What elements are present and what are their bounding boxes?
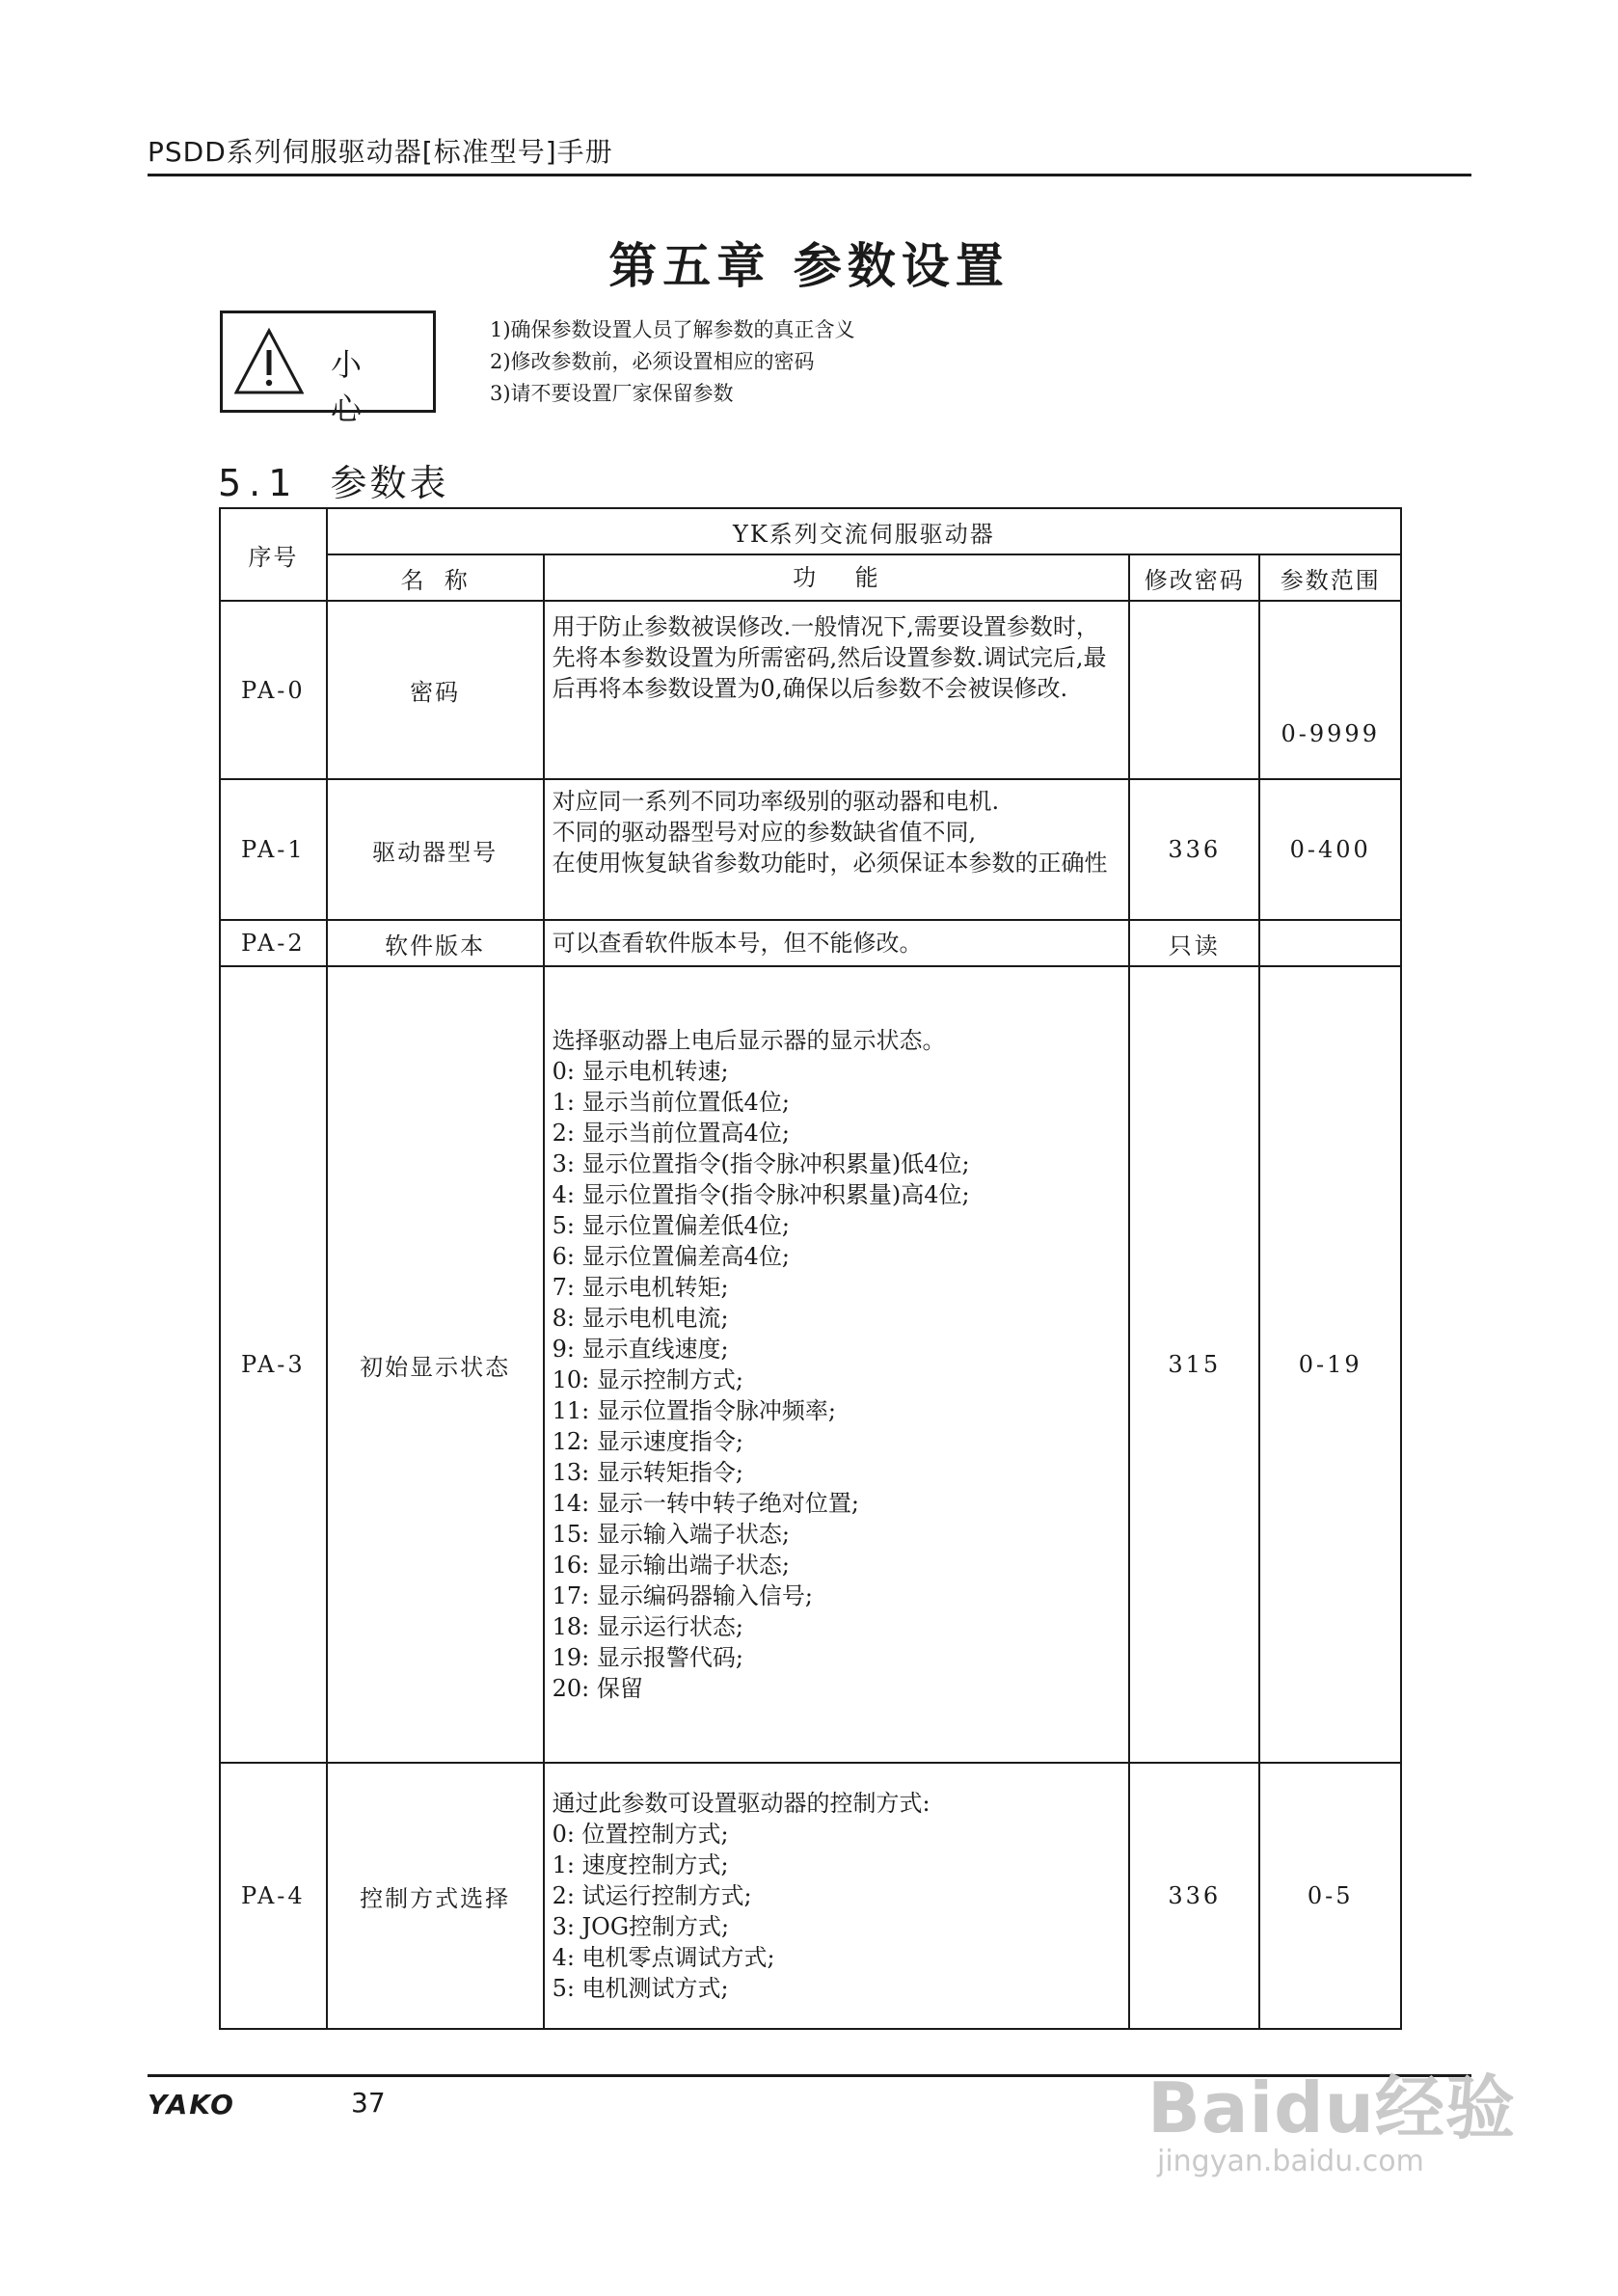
row-func: [544, 601, 1130, 779]
list-item: 13: 显示转矩指令;: [552, 1459, 743, 1486]
list-item: 0: 位置控制方式;: [552, 1821, 729, 1848]
list-item: 5: 显示位置偏差低4位;: [552, 1212, 790, 1239]
row-pwd: 336: [1129, 1763, 1259, 2029]
row-name: 初始显示状态: [327, 966, 544, 1763]
row-seq: PA-0: [220, 601, 327, 779]
row-seq: PA-1: [220, 779, 327, 920]
brand-logo: YAKO: [148, 2089, 235, 2120]
table-row: [220, 1763, 1401, 2029]
page-number: 37: [351, 2087, 386, 2119]
list-item: 2: 试运行控制方式;: [552, 1882, 752, 1909]
caution-notes: [490, 314, 855, 410]
list-item: 16: 显示输出端子状态;: [552, 1552, 790, 1579]
list-item: 20: 保留: [552, 1675, 643, 1702]
list-item: 12: 显示速度指令;: [552, 1428, 743, 1455]
watermark: [1147, 2052, 1516, 2178]
list-item: 1: 显示当前位置低4位;: [552, 1089, 790, 1116]
row-seq: PA-3: [220, 966, 327, 1763]
row-pwd: 336: [1129, 779, 1259, 920]
warning-triangle-icon: [234, 327, 304, 396]
row-pwd: 315: [1129, 966, 1259, 1763]
header-rule: [148, 174, 1471, 176]
list-item: 4: 显示位置指令(指令脉冲积累量)高4位;: [552, 1181, 970, 1208]
list-item: 17: 显示编码器输入信号;: [552, 1582, 813, 1609]
list-item: 8: 显示电机电流;: [552, 1305, 729, 1332]
section-label: 参数表: [330, 462, 449, 504]
control-mode-list: [553, 1788, 1121, 2004]
caution-note: 2)修改参数前，必须设置相应的密码: [490, 350, 815, 373]
list-item: 0: 显示电机转速;: [552, 1058, 729, 1085]
list-item: 6: 显示位置偏差高4位;: [552, 1243, 790, 1270]
section-title: [218, 453, 448, 506]
watermark-url: jingyan.baidu.com: [1157, 2145, 1424, 2178]
list-item: 通过此参数可设置驱动器的控制方式:: [552, 1790, 930, 1817]
list-item: 3: JOG控制方式;: [552, 1913, 730, 1940]
row-range: 0-19: [1259, 966, 1401, 1763]
row-name: 密码: [327, 601, 544, 779]
row-name: 软件版本: [327, 920, 544, 966]
parameter-table: [219, 507, 1402, 2030]
caution-label: 小 心: [331, 346, 376, 427]
table-row: [220, 920, 1401, 966]
list-item: 14: 显示一转中转子绝对位置;: [552, 1490, 859, 1517]
row-func-line: 不同的驱动器型号对应的参数缺省值不同,: [552, 819, 977, 846]
row-func: [544, 920, 1130, 966]
list-item: 9: 显示直线速度;: [552, 1336, 729, 1363]
row-seq: PA-4: [220, 1763, 327, 2029]
table-row: [220, 601, 1401, 779]
list-item: 15: 显示输入端子状态;: [552, 1521, 790, 1548]
list-item: 19: 显示报警代码;: [552, 1644, 743, 1671]
row-range: 0-400: [1259, 779, 1401, 920]
list-item: 11: 显示位置指令脉冲频率;: [552, 1397, 836, 1424]
list-item: 选择驱动器上电后显示器的显示状态。: [552, 1027, 946, 1054]
row-seq: PA-2: [220, 920, 327, 966]
row-range: 0-5: [1259, 1763, 1401, 2029]
row-range: 0-9999: [1259, 601, 1401, 779]
display-state-list: [553, 1025, 1121, 1704]
row-func-text: 用于防止参数被误修改.一般情况下,需要设置参数时，先将本参数设置为所需密码,然后设置参数.调试完后,最后再将本参数设置为0,确保以后参数不会被误修改.: [552, 613, 1107, 702]
watermark-logo: Baidu经验: [1147, 2067, 1516, 2148]
row-func-text: 可以查看软件版本号，但不能修改。: [552, 930, 923, 957]
table-row: [220, 966, 1401, 1763]
header-pwd: 修改密码: [1129, 554, 1259, 601]
header-name: 名 称: [327, 554, 544, 601]
caution-note: 1)确保参数设置人员了解参数的真正含义: [490, 318, 855, 341]
list-item: 18: 显示运行状态;: [552, 1613, 743, 1640]
list-item: 1: 速度控制方式;: [552, 1851, 729, 1878]
list-item: 7: 显示电机转矩;: [552, 1274, 729, 1301]
row-pwd: [1129, 601, 1259, 779]
row-pwd: 只读: [1129, 920, 1259, 966]
list-item: 3: 显示位置指令(指令脉冲积累量)低4位;: [552, 1150, 970, 1177]
list-item: 10: 显示控制方式;: [552, 1366, 743, 1393]
row-func-line: 对应同一系列不同功率级别的驱动器和电机.: [552, 788, 1000, 815]
header-title: PSDD系列伺服驱动器[标准型号]手册: [148, 136, 613, 168]
header-range: 参数范围: [1259, 554, 1401, 601]
row-range: [1259, 920, 1401, 966]
row-func: [544, 966, 1130, 1763]
caution-note: 3)请不要设置厂家保留参数: [490, 382, 734, 405]
section-number: 5.1: [218, 462, 300, 504]
row-name: 驱动器型号: [327, 779, 544, 920]
header-series: YK系列交流伺服驱动器: [327, 508, 1401, 554]
list-item: 2: 显示当前位置高4位;: [552, 1120, 790, 1147]
row-name: 控制方式选择: [327, 1763, 544, 2029]
row-func: [544, 1763, 1130, 2029]
list-item: 5: 电机测试方式;: [552, 1975, 729, 2002]
header-func: 功 能: [544, 554, 1130, 601]
row-func: [544, 779, 1130, 920]
list-item: 4: 电机零点调试方式;: [552, 1944, 775, 1971]
row-func-line: 在使用恢复缺省参数功能时，必须保证本参数的正确性: [552, 850, 1108, 877]
caution-box: [220, 311, 436, 427]
chapter-title: 第五章 参数设置: [608, 238, 1010, 294]
table-row: [220, 779, 1401, 920]
header-seq: 序号: [220, 508, 327, 601]
